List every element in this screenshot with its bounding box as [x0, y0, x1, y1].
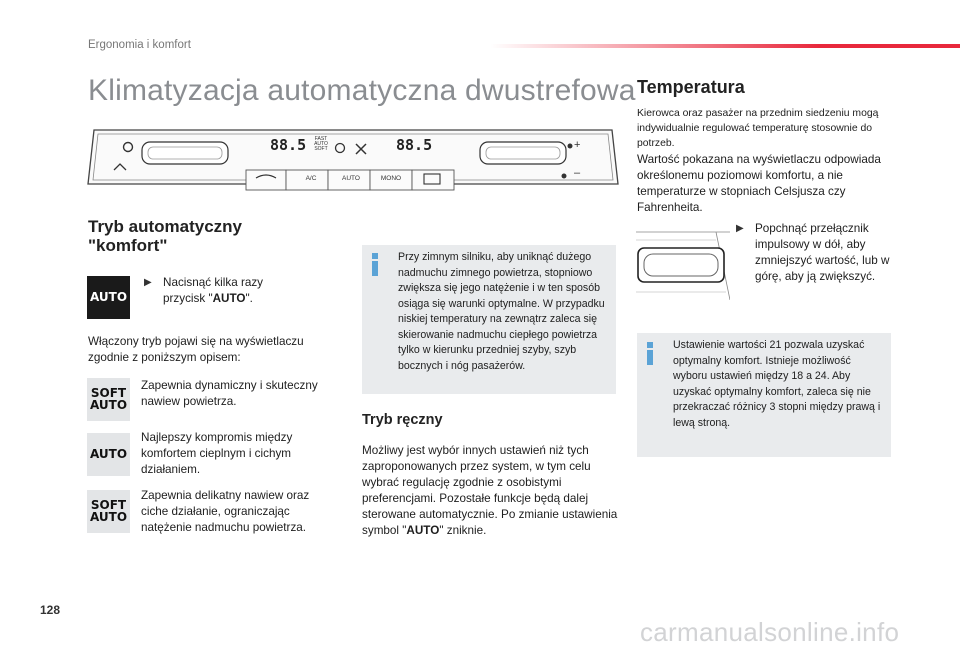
info-icon [372, 253, 378, 276]
section-label: Ergonomia i komfort [88, 39, 191, 51]
info-icon [647, 342, 653, 365]
right-temp-readout: 88.5 [396, 136, 433, 154]
auto-step: ▶︎ Nacisnąć kilka razy przycisk "AUTO". [144, 276, 264, 305]
mode-description: Najlepszy kompromis między komfortem cieplnym i cichym działaniem. [141, 431, 293, 476]
mode-indicator: FAST AUTO SOFT [314, 136, 328, 152]
auto-button[interactable]: AUTO [342, 175, 360, 182]
temperature-heading: Temperatura [637, 77, 745, 97]
temperature-subtext: Kierowca oraz pasażer na przednim siedzeniu mogą indywidualnie regulować temperaturę stosownie do potrzeb. [637, 108, 879, 149]
fan-minus-icon[interactable]: – [574, 167, 581, 179]
header-accent-bar [490, 44, 960, 48]
mode-description: Zapewnia delikatny nawiew oraz ciche działanie, ograniczając natężenie nadmuchu powietrza. [141, 489, 310, 534]
auto-mode-badge: AUTO [87, 433, 130, 476]
page-number: 128 [40, 603, 61, 617]
cold-engine-note [362, 245, 616, 394]
step-arrow-icon: ▶︎ [144, 277, 152, 288]
manual-mode-heading: Tryb ręczny [362, 412, 443, 428]
temperature-paragraph: Wartość pokazana na wyświetlaczu odpowiada określonemu poziomowi komfortu, a nie temperaturze w stopniach Celsjusza czy Fahrenheita. [637, 153, 881, 214]
soft-auto-badge: SOFT AUTO [87, 490, 130, 533]
temperature-note [637, 333, 891, 457]
step-arrow-icon: ▶︎ [736, 223, 744, 234]
climate-control-panel-illustration [86, 124, 620, 196]
auto-intro-text: Włączony tryb pojawi się na wyświetlaczu zgodnie z poniższym opisem: [88, 335, 304, 364]
auto-badge: AUTO [87, 276, 130, 319]
page-title: Klimatyzacja automatyczna dwustrefowa [88, 74, 636, 107]
manual-mode-text: Możliwy jest wybór innych ustawień niż tych zaproponowanych przez system, w tym celu wybrać regulację zgodnie z osobistymi preferencjami. Pozostałe funkcje będą dalej sterowane automatycznie. Po zmianie ustawienia symbol "AUTO" zniknie. [362, 444, 618, 537]
ac-button[interactable]: A/C [305, 175, 317, 182]
cold-engine-note-text: Przy zimnym silniku, aby uniknąć dużego nadmuchu zimnego powietrza, stopniowo zwiększa się jego natężenie i w ten sposób osiąga się warunki optymalne. W przypadku niskiej temperatury na zewnątrz zaleca się skierowanie nadmuchu ciepłego powietrza tylko w kierunku przedniej szyby, szyb bocznych i nóg pasażerów. [398, 251, 605, 372]
watermark: carmanualsonline.info [640, 617, 900, 647]
fan-plus-icon[interactable]: + [574, 139, 581, 151]
temperature-knob-illustration [636, 226, 730, 300]
temperature-note-text: Ustawienie wartości 21 pozwala uzyskać optymalny komfort. Istnieje możliwość wyboru ustawień między 18 a 24. Aby uzyskać optymalny komfort, zaleca się nie przekraczać różnicy 3 stopni między prawą i lewą stroną. [673, 339, 881, 429]
soft-auto-badge: SOFT AUTO [87, 378, 130, 421]
temperature-step: ▶︎ Popchnąć przełącznik impulsowy w dół, aby zmniejszyć wartość, lub w górę, aby ją zwiększyć. [736, 222, 890, 283]
mono-button[interactable]: MONO [380, 175, 402, 182]
mode-description: Zapewnia dynamiczny i skuteczny nawiew powietrza. [141, 379, 318, 408]
left-temp-readout: 88.5 [270, 136, 307, 154]
auto-mode-heading: Tryb automatyczny "komfort" [88, 217, 242, 255]
